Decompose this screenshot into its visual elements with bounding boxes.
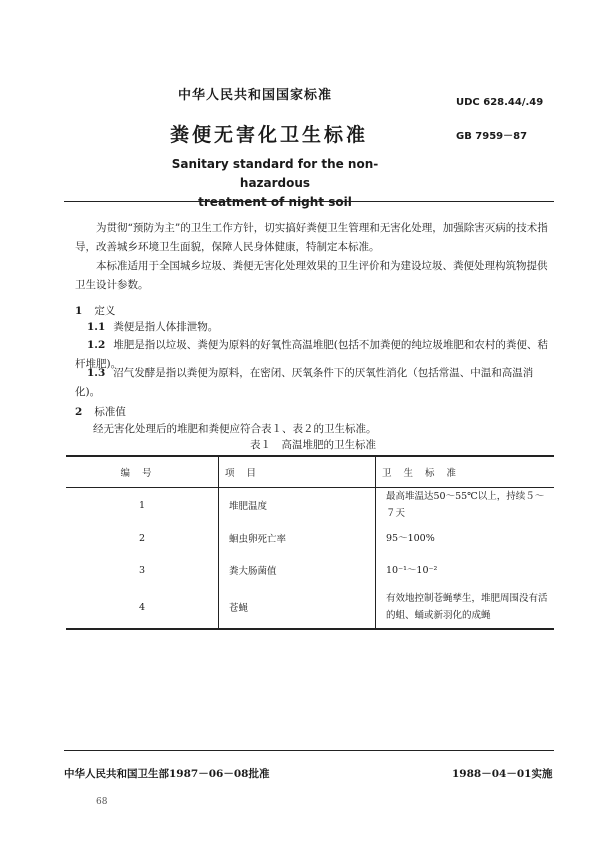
cell-number: 3: [138, 564, 146, 576]
section-2-text: 经无害化处理后的堆肥和粪便应符合表１、表２的卫生标准。: [93, 423, 377, 435]
table-row: [66, 586, 554, 629]
udc-code: UDC 628.44/.49: [456, 97, 544, 108]
header-divider: [64, 201, 554, 202]
section-1-number: 1: [75, 305, 83, 317]
cell-standard: 10⁻¹～10⁻²: [376, 554, 555, 586]
effective-date: 1988－04－01实施: [452, 768, 553, 780]
title-en-line2: treatment of night soil: [198, 195, 352, 209]
table-row: [66, 488, 554, 523]
approval-date: 中华人民共和国卫生部1987－06－08批准: [64, 768, 270, 780]
cell-standard: 95～100%: [376, 522, 555, 554]
cell-item: 堆肥温度: [219, 488, 376, 523]
document-title-en: [150, 155, 400, 212]
footer-divider: [64, 750, 554, 751]
definition-text: 沼气发酵是指以粪便为原料，在密闭、厌氧条件下的厌氧性消化（包括常温、中温和高温消化)。: [75, 367, 534, 398]
section-2-title: 标准值: [94, 406, 126, 418]
definition-number: 1.1: [87, 321, 106, 333]
intro-paragraph-1: 为贯彻“预防为主”的卫生工作方针，切实搞好粪便卫生管理和无害化处理，加强除害灭病的技术指导，改善城乡环境卫生面貌，保障人民身体健康，特制定本标准。: [75, 222, 548, 253]
section-2-heading: [75, 404, 126, 419]
definition-item: [75, 364, 555, 402]
table-row: [66, 522, 554, 554]
table-row: [66, 554, 554, 586]
cell-number: 1: [138, 499, 146, 511]
section-1-heading: [75, 303, 115, 318]
cell-item: 粪大肠菌值: [219, 554, 376, 586]
table-caption: 表１ 高温堆肥的卫生标准: [250, 439, 376, 451]
title-en-line1: Sanitary standard for the non-hazardous: [171, 157, 379, 190]
cell-item: 苍蝇: [219, 586, 376, 629]
definition-number: 1.3: [87, 367, 106, 379]
definition-item: [75, 318, 555, 337]
cell-item: 蛔虫卵死亡率: [219, 522, 376, 554]
definition-number: 1.2: [87, 339, 106, 351]
definition-text: 粪便是指人体排泄物。: [113, 321, 219, 333]
header-standard: 卫生标准: [376, 456, 555, 488]
header-number: 编号: [66, 456, 219, 488]
section-2-number: 2: [75, 406, 83, 418]
page-number: 68: [96, 797, 108, 807]
gb-number: GB 7959－87: [456, 131, 528, 142]
header-item: 项目: [219, 456, 376, 488]
document-title-cn: 粪便无害化卫生标准: [170, 124, 369, 146]
standard-authority: 中华人民共和国国家标准: [178, 88, 333, 103]
cell-standard: 最高堆温达50～55℃以上，持续５～７天: [376, 488, 555, 523]
cell-number: 2: [138, 532, 146, 544]
intro-paragraph-2: 本标准适用于全国城乡垃圾、粪便无害化处理效果的卫生评价和为建设垃圾、粪便处理构筑物提供卫生设计参数。: [75, 260, 548, 291]
cell-standard: 有效地控制苍蝇孳生，堆肥周围没有活的蛆、蛹或新羽化的成蝇: [376, 586, 555, 629]
cell-number: 4: [66, 586, 219, 629]
definition-text: 堆肥是指以垃圾、粪便为原料的好氧性高温堆肥(包括不加粪便的纯垃圾堆肥和农村的粪便、秸杆堆肥)。: [75, 339, 548, 370]
section-1-title: 定义: [94, 305, 116, 317]
table-header-row: [66, 456, 554, 488]
standards-table: [66, 455, 554, 630]
